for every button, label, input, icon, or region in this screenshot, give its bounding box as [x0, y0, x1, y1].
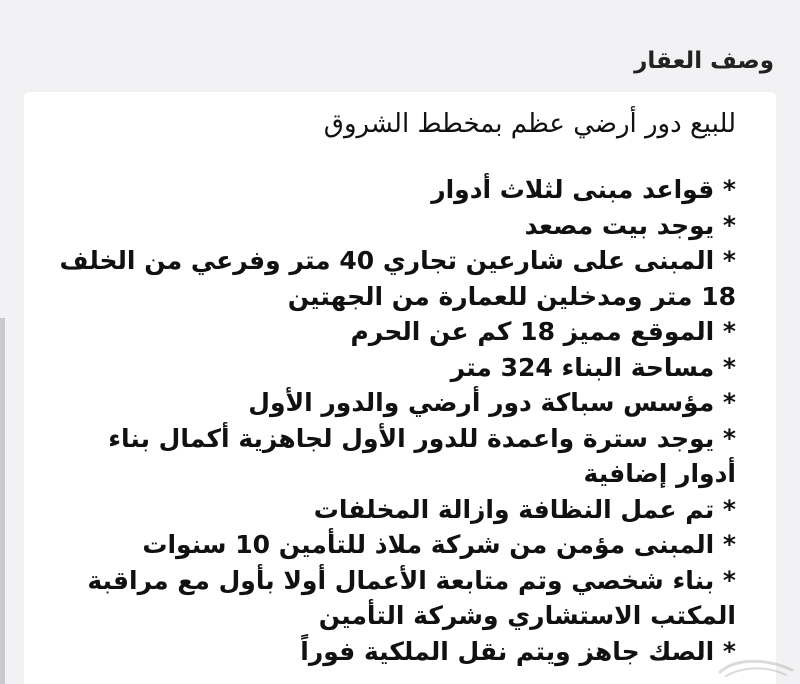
feature-item: * يوجد سترة واعمدة للدور الأول لجاهزية أكمال بناء أدوار إضافية: [108, 423, 736, 488]
watermark-logo-icon: [716, 650, 796, 680]
feature-item: * بناء شخصي وتم متابعة الأعمال أولا بأول مع مراقبة المكتب الاستشاري وشركة التأمين: [87, 565, 736, 630]
feature-item: * مساحة البناء 324 متر: [450, 352, 736, 382]
scrollbar[interactable]: [0, 318, 5, 684]
feature-item: * الصك جاهز ويتم نقل الملكية فوراً: [300, 636, 736, 666]
feature-item: * قواعد مبنى لثلاث أدوار: [431, 175, 736, 204]
property-description-card: [24, 92, 776, 684]
feature-item: * الموقع مميز 18 كم عن الحرم: [350, 317, 736, 346]
feature-list: [40, 172, 736, 669]
feature-item: * يوجد بيت مصعد: [524, 210, 736, 240]
listing-headline: للبيع دور أرضي عظم بمخطط الشروق: [323, 109, 736, 139]
feature-item: * تم عمل النظافة وازالة المخلفات: [313, 494, 736, 524]
feature-item: * مؤسس سباكة دور أرضي والدور الأول: [248, 388, 736, 417]
feature-item: * المبنى على شارعين تجاري 40 متر وفرعي من الخلف 18 متر ومدخلين للعمارة من الجهتين: [59, 246, 736, 311]
feature-item: * المبنى مؤمن من شركة ملاذ للتأمين 10 سنوات: [142, 530, 736, 559]
section-title: وصف العقار: [634, 48, 774, 74]
